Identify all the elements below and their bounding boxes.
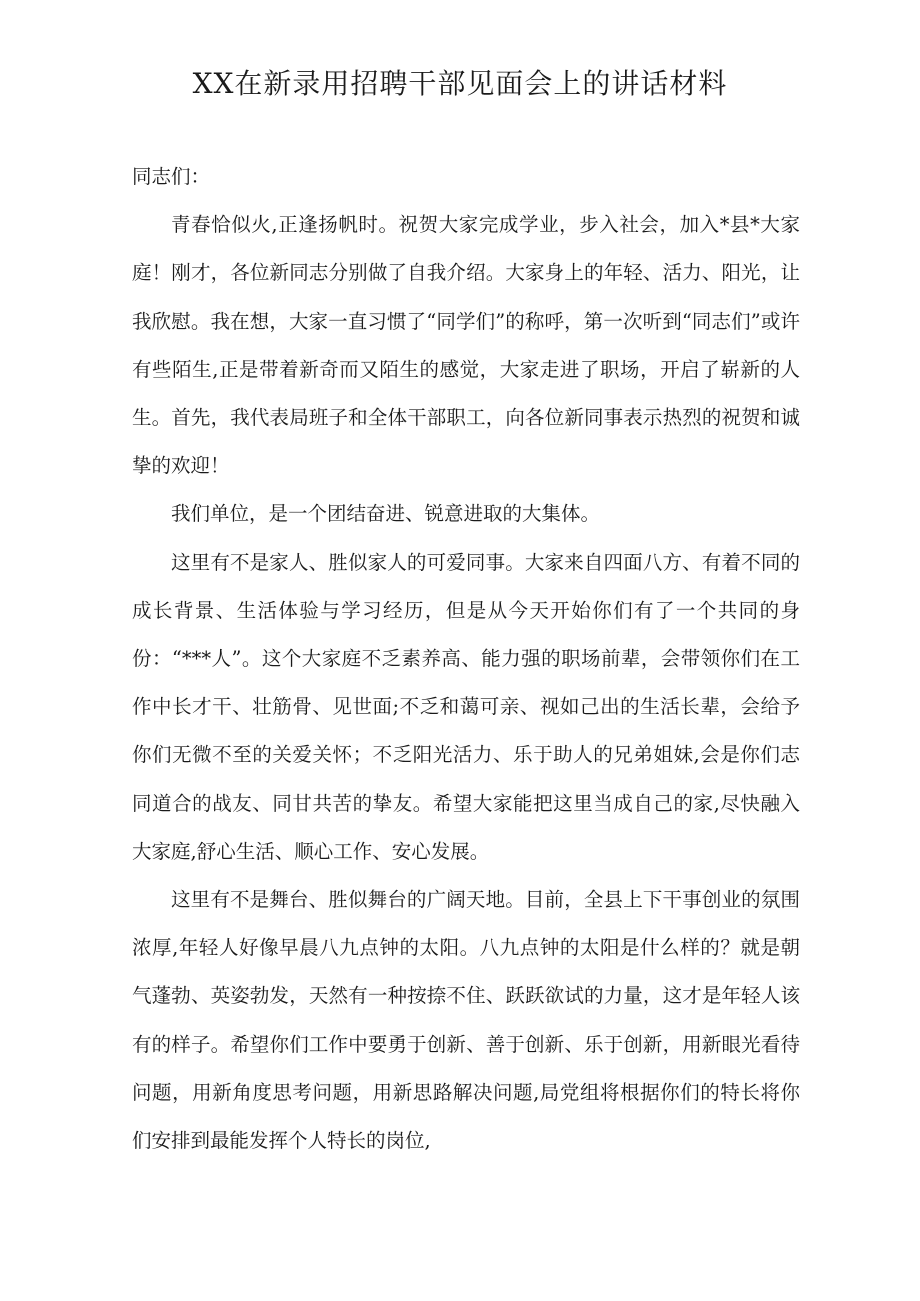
salutation: 同志们： xyxy=(132,165,211,188)
paragraph-stage: 这里有不是舞台、胜似舞台的广阔天地。目前，全县上下干事创业的氛围浓厚,年轻人好像早晨八九点钟的太阳。八九点钟的太阳是什么样的？就是朝气蓬勃、英姿勃发，天然有一种按捺不住、跃跃欲试的力量，这才是年轻人该有的样子。希望你们工作中要勇于创新、善于创新、乐于创新，用新眼光看待问题，用新角度思考问题，用新思路解决问题,局党组将根据你们的特长将你们安排到最能发挥个人特长的岗位, xyxy=(132,888,800,1153)
document-title: XX在新录用招聘干部见面会上的讲话材料 xyxy=(192,67,728,100)
paragraph-colleagues: 这里有不是家人、胜似家人的可爱同事。大家来自四面八方、有着不同的成长背景、生活体验与学习经历，但是从今天开始你们有了一个共同的身份：“***人”。这个大家庭不乏素养高、能力强的职场前辈，会带领你们在工作中长才干、壮筋骨、见世面;不乏和蔼可亲、视如己出的生活长辈，会给予你们无微不至的关爱关怀；不乏阳光活力、乐于助人的兄弟姐妹,会是你们志同道合的战友、同甘共苦的挚友。希望大家能把这里当成自己的家,尽快融入大家庭,舒心生活、顺心工作、安心发展。 xyxy=(132,550,800,863)
paragraph-unit-intro: 我们单位，是一个团结奋进、锐意进取的大集体。 xyxy=(171,502,601,526)
paragraph-opening: 青春恰似火,正逢扬帆时。祝贺大家完成学业，步入社会，加入*县*大家庭！刚才，各位新同志分别做了自我介绍。大家身上的年轻、活力、阳光，让我欣慰。我在想，大家一直习惯了“同学们”的称呼，第一次听到“同志们”或许有些陌生,正是带着新奇而又陌生的感觉，大家走进了职场，开启了崭新的人生。首先，我代表局班子和全体干部职工，向各位新同事表示热烈的祝贺和诚挚的欢迎！ xyxy=(132,213,800,478)
document-body xyxy=(132,153,800,1165)
